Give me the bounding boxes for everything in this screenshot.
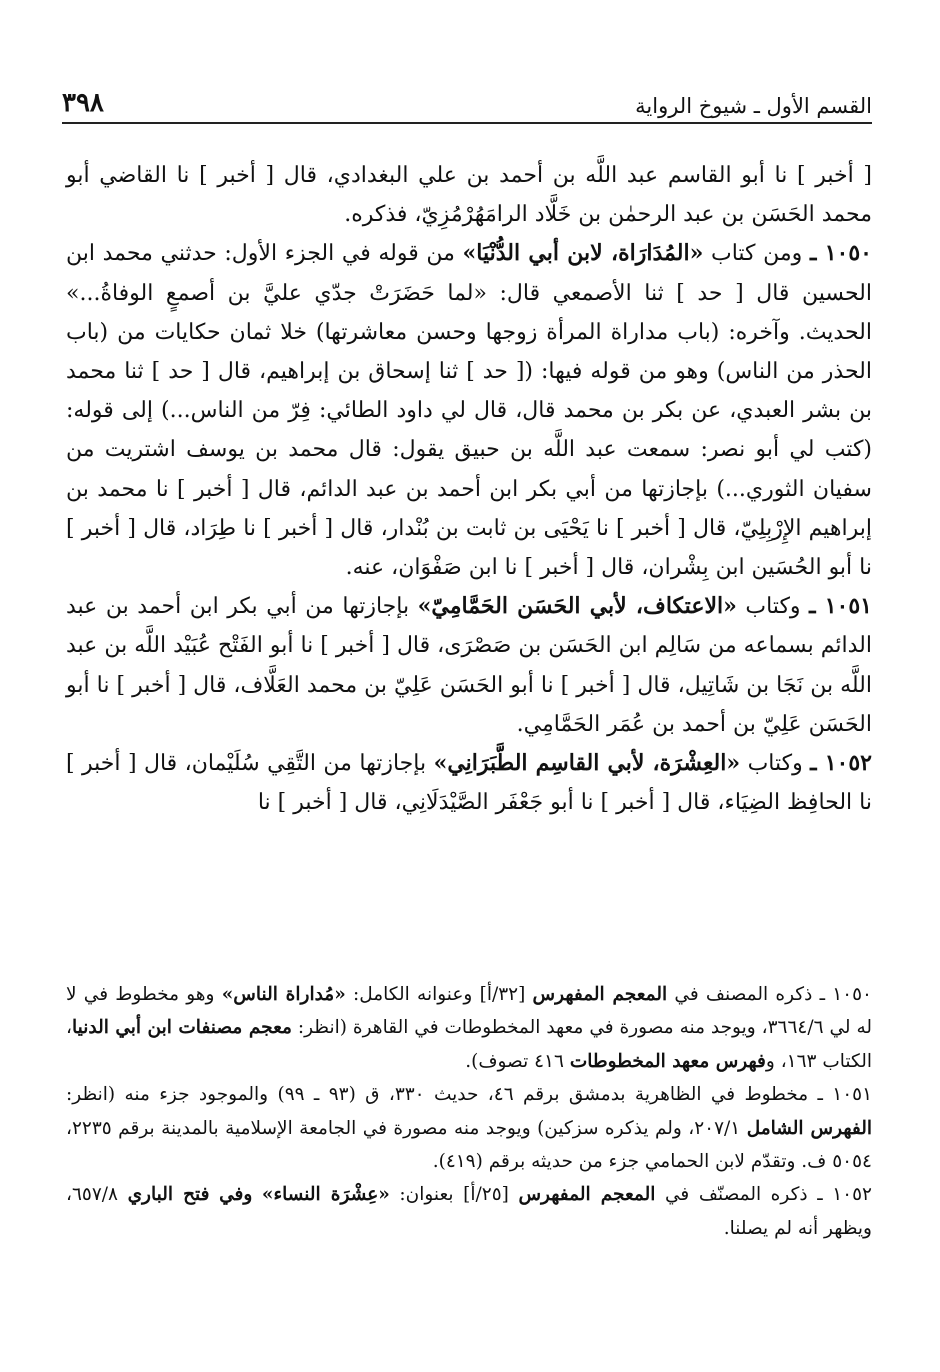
book-title: «المُدَارَاة، لابن أبي الدُّنْيَا» [462,240,704,267]
footnote-text: ٦٥٧/٨، ويظهر أنه لم يصلنا. [66,1184,872,1239]
reference-title: فتح الباري [127,1184,210,1206]
page-number: ٣٩٨ [62,88,104,118]
footnote-1050 [66,978,872,1078]
entry-intro: وكتاب [745,594,801,620]
footnote-1052 [66,1178,872,1245]
footnote-text: وفي [219,1184,253,1206]
reference-title: فهرس معهد المخطوطات [569,1050,766,1072]
entry-text: بإجازتها من التَّقِي سُلَيْمان، قال [ أخبر ] نا الحافِظ الضِيَاء، قال [ أخبر ] نا أبو جَعْفَر الصَّيْدَلَانِي، قال [ أخبر ] نا [66,751,872,816]
work-title: «مُداراة الناس» [221,984,346,1005]
footnote-text: ٤١٦ تصوف). [465,1050,564,1072]
reference-title: المعجم المفهرس [518,1184,656,1206]
entry-1052 [66,744,872,822]
reference-title: الفهرس الشامل [746,1117,872,1139]
footnotes [66,978,872,1245]
entry-intro: وكتاب [747,751,803,777]
book-title: «العِشْرَة، لأبي القاسِم الطَّبَرَانِي» [433,750,741,777]
footnote-text: ، الكتاب ١٦٣، و [66,1017,872,1072]
footnote-text: ٢٠٧/١، ولم يذكره سزكين) ويوجد منه مصورة في الجامعة الإسلامية بالمدينة برقم ٢٢٣٥، ٥٠٥٤ ف. وتقدّم لابن الحمامي جزء من حديثه برقم (٤١٩). [66,1117,872,1173]
footnote-text: وهو مخطوط في لا له لي ٣٦٦٤/٦، ويوجد منه مصورة في معهد المخطوطات في القاهرة (انظر: [66,984,873,1039]
entry-text: بإجازتها من أبي بكر ابن أحمد بن عبد الدائم بسماعه من سَالِم ابن الحَسَن بن صَصْرَى، قال [ أخبر ] نا أبو الفَتْح عُبَيْد اللَّه بن عبد اللَّه بن نَجَا بن شَاتِيل، قال [ أخبر ] نا أبو الحَسَن عَلِيّ بن محمد العَلَّاف، قال [ أخبر ] نا أبو الحَسَن عَلِيّ بن أحمد بن عُمَر الحَمَّامِي. [66,594,872,737]
reference-title: معجم مصنفات ابن أبي الدنيا [71,1017,292,1039]
footnote-lead: ١٠٥٢ ـ ذكره المصنّف في [665,1184,872,1206]
footnote-lead: ١٠٥١ ـ مخطوط في الظاهرية بدمشق برقم ٤٦، حديث ٣٣٠، ق (٩٣ ـ ٩٩) والموجود جزء منه (انظر: [66,1084,873,1106]
entry-number: ١٠٥٠ ـ [809,240,872,267]
reference-title: المعجم المفهرس [532,984,668,1005]
entry-1051 [66,587,872,744]
main-text [66,156,872,822]
page-header [62,86,872,118]
footnote-text: [٢٥/أ] بعنوان: [399,1184,509,1206]
running-title: القسم الأول ـ شيوخ الرواية [635,94,872,118]
entry-intro: ومن كتاب [710,241,803,267]
continuation-paragraph: [ أخبر ] نا أبو القاسم عبد اللَّه بن أحمد بن علي البغدادي، قال [ أخبر ] نا القاضي أبو محمد الحَسَن بن عبد الرحمٰن بن خَلَّاد الرامَهُرْمُزِيّ، فذكره. [66,163,872,228]
footnote-text: [٣٢/أ] وعنوانه الكامل: [353,984,526,1005]
entry-number: ١٠٥١ ـ [809,593,872,620]
entry-1050 [66,234,872,587]
entry-text: من قوله في الجزء الأول: حدثني محمد ابن الحسين قال [ حد ] ثنا الأصمعي قال: «لما حَضَرَتْ جدّي عليَّ بن أصمعٍ الوفاةُ...» الحديث. وآخره: (باب مداراة المرأة زوجها وحسن معاشرتها) خلا ثمان حكايات من (باب الحذر من الناس) وهو من قوله فيها: ([ حد ] ثنا إسحاق بن إبراهيم، قال [ حد ] ثنا محمد بن بشر العبدي، عن بكر بن محمد قال، قال لي داود الطائي: فِرّ من الناس...) إلى قوله: (كتب لي أبو نصر: سمعت عبد اللَّه بن حبيق يقول: قال محمد بن يوسف اشتريت من سفيان الثوري...) بإجازتها من أبي بكر ابن أحمد بن عبد الدائم، قال [ أخبر ] نا محمد بن إبراهيم الإِرْبِلِيّ، قال [ أخبر ] نا يَحْيَى بن ثابت بن بُنْدار، قال [ أخبر ] نا طِرَاد، قال [ أخبر ] نا أبو الحُسَين ابن بِشْران، قال [ أخبر ] نا ابن صَفْوَان، عنه. [66,241,872,581]
book-title: «الاعتكاف، لأبي الحَسَن الحَمَّامِيّ» [417,593,737,620]
entry-number: ١٠٥٢ ـ [810,750,872,777]
header-rule [62,122,872,124]
footnote-1051 [66,1078,872,1178]
work-title: «عِشْرَة النساء» [261,1184,390,1206]
footnote-lead: ١٠٥٠ ـ ذكره المصنف في [674,984,872,1005]
